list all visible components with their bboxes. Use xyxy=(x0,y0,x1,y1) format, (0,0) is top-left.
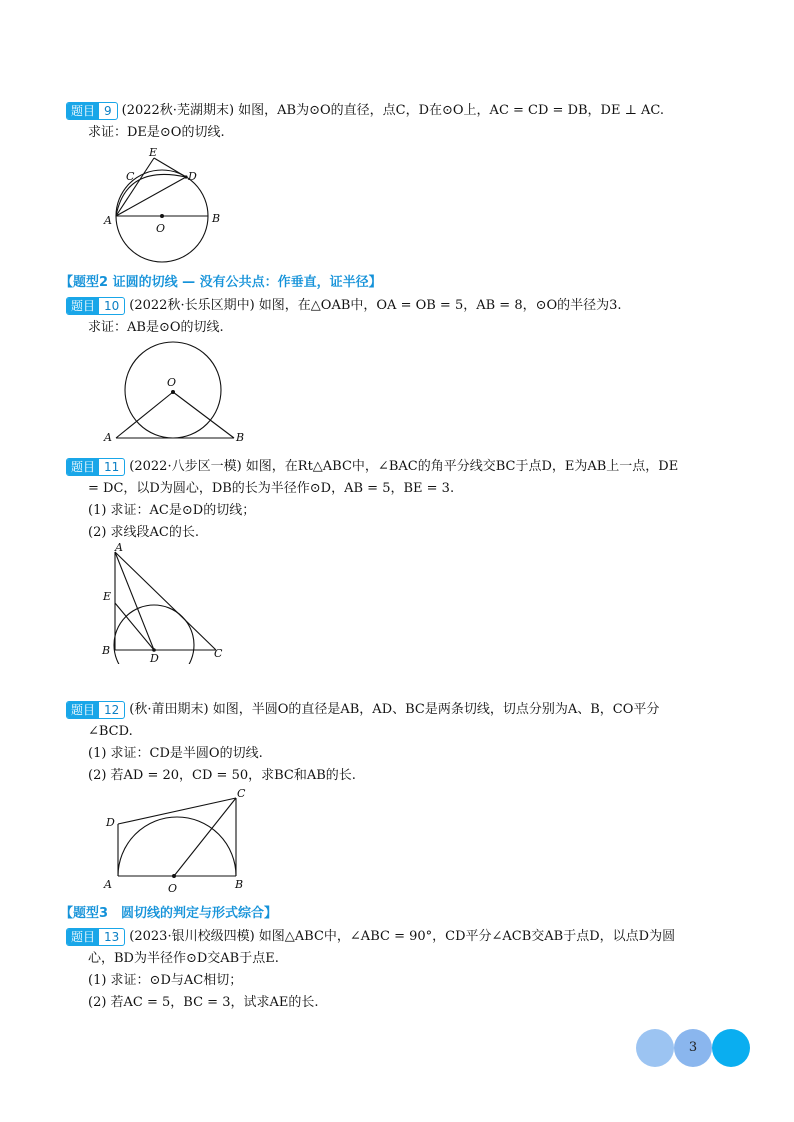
label-C: C xyxy=(237,787,246,800)
label-B: B xyxy=(102,644,111,657)
problem-12-line-2: ∠BCD. xyxy=(88,724,133,739)
section-heading-3: 【题型3 圆切线的判定与形式综合】 xyxy=(60,906,278,921)
problem-9-line-2: 求证：DE是⊙O的切线. xyxy=(88,125,225,140)
label-A: A xyxy=(104,214,112,227)
problem-11-line-3: (1) 求证：AC是⊙D的切线； xyxy=(88,503,256,518)
problem-12-line-4: (2) 若AD = 20，CD = 50，求BC和AB的长. xyxy=(88,768,356,783)
label-B: B xyxy=(236,431,245,444)
label-A: A xyxy=(104,878,112,891)
problem-tag: 题目 9 xyxy=(66,102,118,120)
problem-11-line-1: 题目 11 (2022·八步区一模) 如图，在Rt△ABC中，∠BAC的角平分线交BC于点D，E为AB上一点，DE xyxy=(66,458,678,476)
label-B: B xyxy=(235,878,244,891)
page-number-badge xyxy=(636,1029,752,1067)
label-O: O xyxy=(167,376,177,389)
problem-13-line-2: 心，BD为半径作⊙D交AB于点E. xyxy=(88,951,279,966)
label-A: A xyxy=(104,431,112,444)
problem-11-line-2: = DC，以D为圆心，DB的长为半径作⊙D，AB = 5，BE = 3. xyxy=(88,481,455,496)
label-D: D xyxy=(150,652,159,664)
problem-tag: 题目 13 xyxy=(66,928,125,946)
problem-12-line-1: 题目 12 (秋·莆田期末) 如图，半圆O的直径是AB，AD、BC是两条切线，切点分别为A、B，CO平分 xyxy=(66,701,659,719)
problem-10-line-1: 题目 10 (2022秋·长乐区期中) 如图，在△OAB中，OA = OB = 5，AB = 8，⊙O的半径为3. xyxy=(66,297,622,315)
figure-12 xyxy=(98,786,258,896)
section-heading-2: 【题型2 证圆的切线 — 没有公共点：作垂直，证半径】 xyxy=(60,275,382,290)
label-E: E xyxy=(149,146,158,159)
label-C: C xyxy=(214,647,223,660)
problem-tag: 题目 10 xyxy=(66,297,125,315)
label-O: O xyxy=(156,222,166,235)
problem-13-line-3: (1) 求证：⊙D与AC相切； xyxy=(88,973,243,988)
decor-circle xyxy=(712,1029,750,1067)
label-O: O xyxy=(168,882,178,895)
label-D: D xyxy=(106,816,115,829)
decor-circle xyxy=(636,1029,674,1067)
problem-tag: 题目 12 xyxy=(66,701,125,719)
label-C: C xyxy=(126,170,135,183)
figure-11 xyxy=(98,542,228,664)
problem-13-line-1: 题目 13 (2023·银川校级四模) 如图△ABC中，∠ABC = 90°，CD平分∠ACB交AB于点D，以点D为圆 xyxy=(66,928,675,946)
problem-9-line-1: 题目 9 (2022秋·芜湖期末) 如图，AB为⊙O的直径，点C，D在⊙O上，AC = CD = DB，DE ⊥ AC. xyxy=(66,102,664,120)
problem-11-line-4: (2) 求线段AC的长. xyxy=(88,525,200,540)
label-E: E xyxy=(103,590,112,603)
label-D: D xyxy=(188,170,197,183)
problem-12-line-3: (1) 求证：CD是半圆O的切线. xyxy=(88,746,263,761)
figure-10 xyxy=(96,340,256,446)
page-number: 3 xyxy=(688,1040,698,1055)
label-A: A xyxy=(115,542,123,554)
problem-13-line-4: (2) 若AC = 5，BC = 3，试求AE的长. xyxy=(88,995,319,1010)
problem-tag: 题目 11 xyxy=(66,458,125,476)
label-B: B xyxy=(212,212,221,225)
problem-10-line-2: 求证：AB是⊙O的切线. xyxy=(88,320,224,335)
figure-9 xyxy=(96,144,226,266)
